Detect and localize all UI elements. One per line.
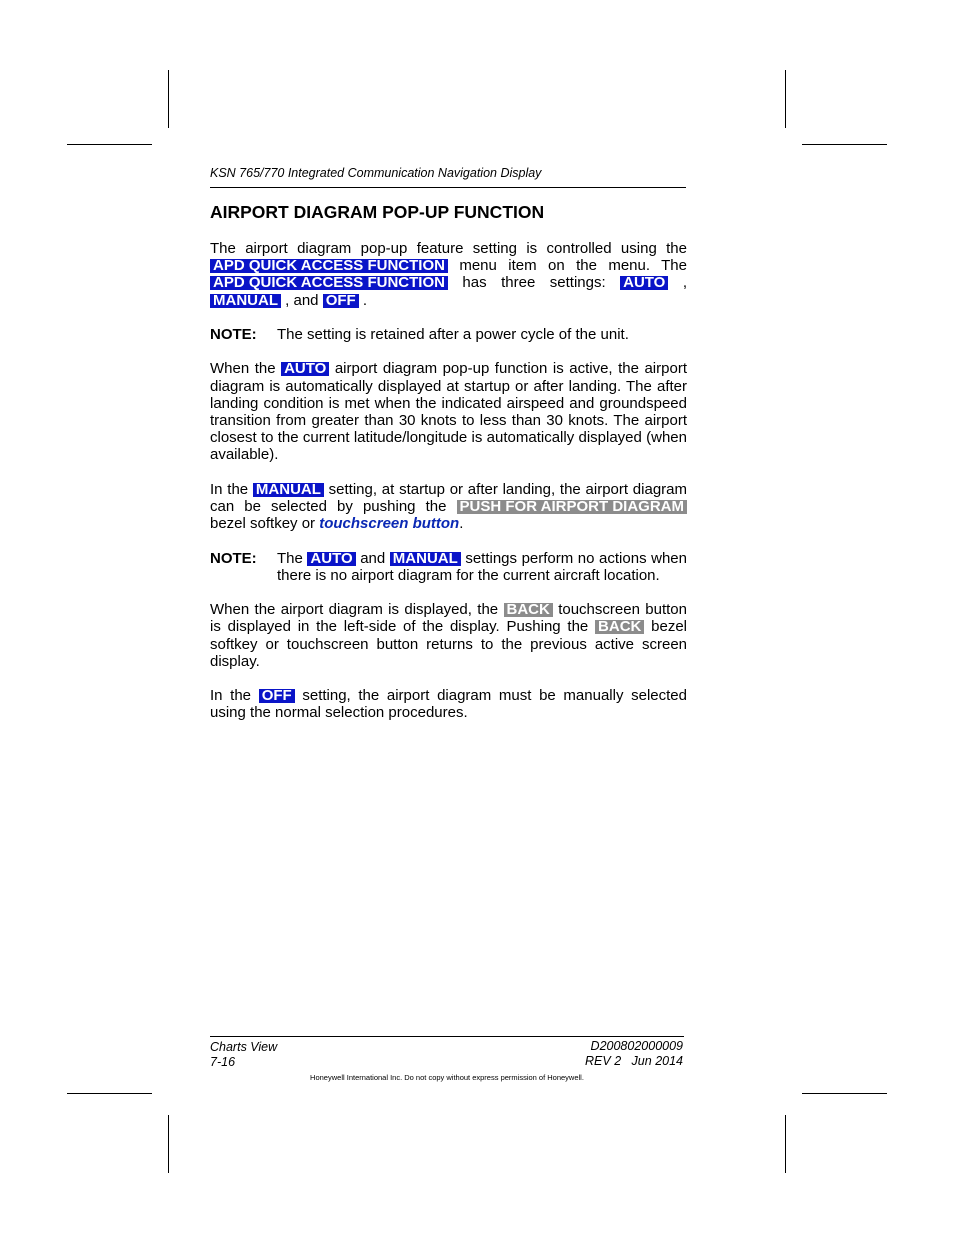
paragraph: When the AUTO airport diagram pop-up function is active, the airport diagram is automatically displayed at startup or after landing. The after landing condition is met when the indicated airspeed and groundspeed transition from greater than 30 knots to less than 30 knots. The airport closest to the current latitude/longitude is automatically displayed (when available). bbox=[210, 360, 687, 464]
running-header: KSN 765/770 Integrated Communication Navigation Display bbox=[210, 166, 542, 180]
crop-mark bbox=[785, 1115, 786, 1173]
manual-label: MANUAL bbox=[253, 483, 324, 497]
apd-quick-access-label: APD QUICK ACCESS FUNCTION bbox=[210, 259, 448, 273]
touchscreen-button-link[interactable]: touchscreen button bbox=[319, 515, 460, 533]
note-text: The AUTO and MANUAL settings perform no actions when there is no airport diagram for the current aircraft location. bbox=[277, 549, 687, 584]
page-number: 7-16 bbox=[210, 1054, 236, 1069]
off-label: OFF bbox=[259, 689, 295, 703]
crop-mark bbox=[802, 1093, 887, 1094]
note-text: The setting is retained after a power cycle of the unit. bbox=[277, 326, 629, 343]
back-label: BACK bbox=[595, 620, 644, 634]
crop-mark bbox=[168, 1115, 169, 1173]
back-label: BACK bbox=[504, 603, 553, 617]
paragraph: In the MANUAL setting, at startup or after landing, the airport diagram can be selected by pushing the PUSH FOR AIRPORT DIAGRAM bezel softkey or touchscreen button. bbox=[210, 480, 687, 533]
manual-label: MANUAL bbox=[210, 294, 281, 308]
copyright-notice: Honeywell International Inc. Do not copy without express permission of Honeywell. bbox=[310, 1073, 584, 1082]
crop-mark bbox=[785, 70, 786, 128]
paragraph: In the OFF setting, the airport diagram must be manually selected using the normal selection procedures. bbox=[210, 687, 687, 722]
crop-mark bbox=[168, 70, 169, 128]
crop-mark bbox=[802, 144, 887, 145]
header-rule bbox=[210, 187, 686, 188]
document-number: D200802000009 bbox=[590, 1039, 683, 1053]
note bbox=[210, 550, 687, 584]
footer-right bbox=[585, 1039, 683, 1068]
push-for-airport-diagram-label: PUSH FOR AIRPORT DIAGRAM bbox=[457, 500, 687, 514]
paragraph: When the airport diagram is displayed, the BACK touchscreen button is displayed in the left-side of the display. Pushing the BACK bezel softkey or touchscreen button returns to the previous active screen display. bbox=[210, 601, 687, 670]
crop-mark bbox=[67, 144, 152, 145]
manual-label: MANUAL bbox=[390, 552, 461, 566]
off-label: OFF bbox=[323, 294, 359, 308]
crop-mark bbox=[67, 1093, 152, 1094]
note bbox=[210, 326, 687, 343]
revision: REV 2 Jun 2014 bbox=[585, 1053, 683, 1068]
footer-rule bbox=[210, 1036, 684, 1037]
paragraph: The airport diagram pop-up feature setting is controlled using the APD QUICK ACCESS FUNCTION menu item on the menu. The APD QUICK ACCESS FUNCTION has three settings: AUTO , MANUAL , and OFF . bbox=[210, 240, 687, 309]
auto-label: AUTO bbox=[307, 552, 355, 566]
body-content bbox=[210, 240, 687, 739]
section-title: AIRPORT DIAGRAM POP-UP FUNCTION bbox=[210, 202, 545, 222]
auto-label: AUTO bbox=[620, 276, 668, 290]
footer-left bbox=[210, 1040, 277, 1069]
apd-quick-access-label: APD QUICK ACCESS FUNCTION bbox=[210, 276, 448, 290]
footer-section: Charts View bbox=[210, 1040, 278, 1054]
auto-label: AUTO bbox=[281, 362, 329, 376]
note-label: NOTE: bbox=[210, 326, 257, 343]
note-label: NOTE: bbox=[210, 549, 257, 567]
